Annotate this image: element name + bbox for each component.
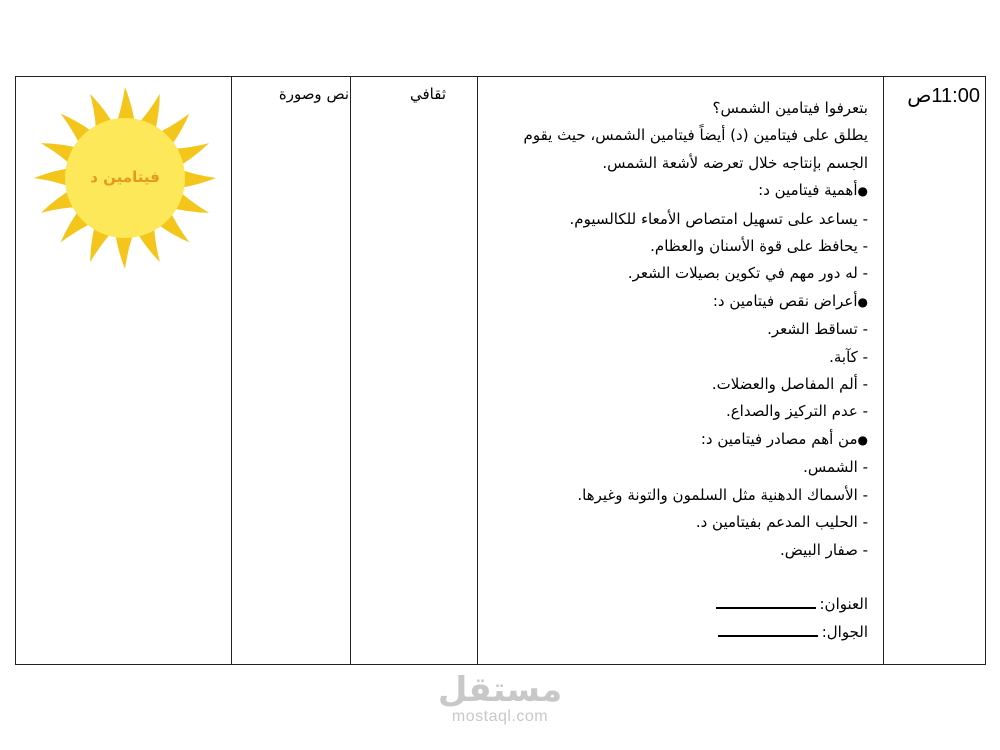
content-line: - الشمس.: [803, 458, 868, 477]
column-divider: [231, 77, 232, 664]
column-divider: [883, 77, 884, 664]
content-line: - كآبة.: [829, 347, 868, 366]
section-heading: ● أهمية فيتامين د:: [468, 177, 868, 205]
sun-image: [32, 85, 218, 271]
spacer: [468, 564, 868, 591]
post-media-type: نص وصورة: [278, 85, 349, 103]
post-time: 11:00ص: [907, 85, 980, 107]
content-line: يطلق على فيتامين (د) أيضاً فيتامين الشمس، حيث يقوم: [523, 126, 868, 145]
content-line: الجسم بإنتاجه خلال تعرضه لأشعة الشمس.: [602, 153, 868, 172]
content-line: - الحليب المدعم بفيتامين د.: [695, 513, 868, 532]
content-line: - الأسماك الدهنية مثل السلمون والتونة وغيرها.: [577, 485, 868, 504]
watermark-domain: mostaql.com: [451, 708, 549, 725]
table-border-left: [15, 77, 16, 664]
content-line: - يساعد على تسهيل امتصاص الأمعاء للكالسيوم.: [569, 209, 868, 228]
sun-label: فيتامين د: [90, 168, 160, 186]
phone-blank-line: [718, 621, 818, 637]
content-line: - يحافظ على قوة الأسنان والعظام.: [650, 237, 868, 256]
phone-field: [468, 619, 868, 646]
content-line: بتعرفوا فيتامين الشمس؟: [712, 99, 868, 117]
post-category: ثقافي: [409, 85, 446, 103]
content-line: - صفار البيض.: [779, 540, 868, 559]
content-line: - له دور مهم في تكوين بصيلات الشعر.: [627, 264, 868, 283]
content-line: - تساقط الشعر.: [767, 320, 868, 339]
address-blank-line: [716, 593, 816, 609]
section-heading: ● أعراض نقص فيتامين د:: [468, 288, 868, 316]
content-line: - ألم المفاصل والعضلات.: [711, 375, 868, 394]
content-line: - عدم التركيز والصداع.: [725, 402, 868, 421]
section-heading: ● من أهم مصادر فيتامين د:: [468, 426, 868, 454]
watermark-logo: مستقل: [437, 670, 563, 710]
column-divider: [350, 77, 351, 664]
table-border-right: [985, 77, 986, 664]
address-label: العنوان:: [819, 595, 868, 614]
mostaql-watermark: [430, 672, 570, 726]
content-lines: [468, 95, 868, 564]
phone-label: الجوال:: [821, 622, 868, 641]
sun-illustration: [32, 85, 218, 271]
post-body-text: [468, 95, 868, 646]
address-field: [468, 591, 868, 618]
